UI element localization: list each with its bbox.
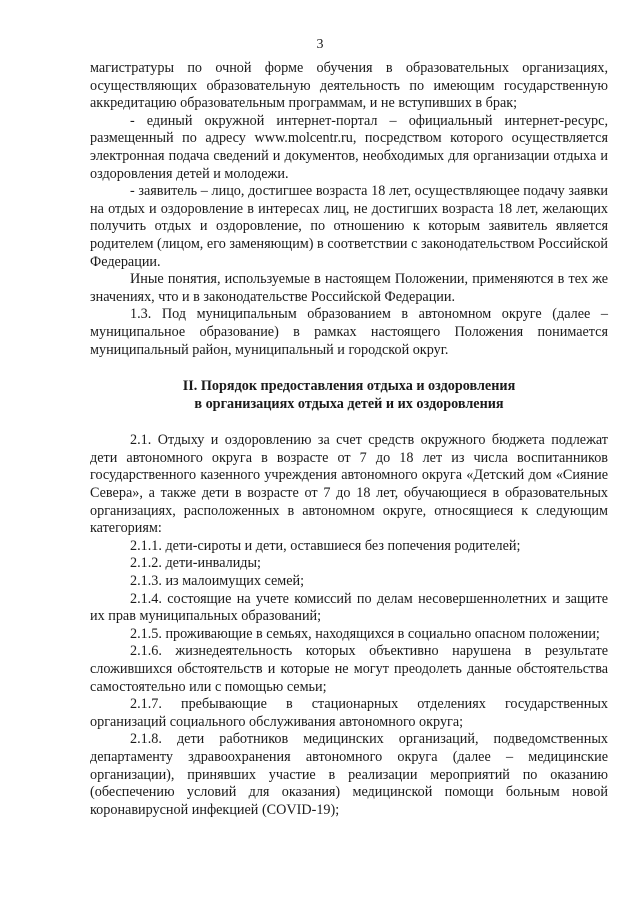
paragraph-portal-definition: - единый окружной интернет-портал – официальный интернет-ресурс, размещенный по адресу www.molcentr.ru, посредством которого осуществляется электронная подача сведений и документов, необходимых для организации отдыха и оздоровления детей и молодежи. (90, 112, 608, 182)
paragraph-2-1-4: 2.1.4. состоящие на учете комиссий по делам несовершеннолетних и защите их прав муниципальных образований; (90, 590, 608, 625)
paragraph-2-1-7: 2.1.7. пребывающие в стационарных отделениях государственных организаций социального обслуживания автономного округа; (90, 696, 608, 730)
paragraph-other-terms: Иные понятия, используемые в настоящем Положении, применяются в тех же значениях, что и в законодательстве Российской Федерации. (90, 271, 608, 305)
paragraph-2-1-5: 2.1.5. проживающие в семьях, находящихся в социально опасном положении; (130, 625, 600, 642)
paragraph-2-1-8: 2.1.8. дети работников медицинских организаций, подведомственных департаменту здравоохранения автономного округа (далее – медицинские организации), принявших участие в реализации мероприятий по оказанию (обеспечению условий для оказания) медицинской помощи больным новой коронавирусной инфекцией (COVID-19); (90, 731, 608, 818)
section-title (90, 378, 608, 413)
page-number: 3 (316, 37, 324, 52)
paragraph-1-3: 1.3. Под муниципальным образованием в автономном округе (далее – муниципальное образование) в рамках настоящего Положения понимается муниципальный район, муниципальный и городской округ. (90, 306, 608, 358)
paragraph-continuation: магистратуры по очной форме обучения в образовательных организациях, осуществляющих образовательную деятельность по имеющим государственную аккредитацию образовательным программам, и не вступивших в брак; (90, 60, 608, 112)
paragraph-2-1-6: 2.1.6. жизнедеятельность которых объективно нарушена в результате сложившихся обстоятельств и которые не могут преодолеть данные обстоятельства самостоятельно или с помощью семьи; (90, 643, 608, 695)
paragraph-2-1-2: 2.1.2. дети-инвалиды; (130, 555, 261, 572)
paragraph-2-1-3: 2.1.3. из малоимущих семей; (130, 573, 305, 590)
document-body (90, 60, 608, 819)
paragraph-2-1-1: 2.1.1. дети-сироты и дети, оставшиеся без попечения родителей; (130, 537, 521, 554)
section-title-line-2: в организациях отдыха детей и их оздоровления (194, 395, 504, 412)
paragraph-applicant-definition: - заявитель – лицо, достигшее возраста 18 лет, осуществляющее подачу заявки на отдых и оздоровление в интересах лиц, не достигших возраста 18 лет, желающих получить отдых и оздоровление, по отношению к которым заявитель является родителем (лицом, его заменяющим) в соответствии с законодательством Российской Федерации. (90, 183, 608, 270)
section-title-line-1: II. Порядок предоставления отдыха и оздоровления (182, 378, 516, 395)
paragraph-2-1: 2.1. Отдыху и оздоровлению за счет средств окружного бюджета подлежат дети автономного округа в возрасте от 7 до 18 лет из числа воспитанников государственного казенного учреждения автономного округа «Детский дом «Сияние Севера», а также дети в возрасте от 7 до 18 лет, обучающиеся в образовательных организациях, расположенных в автономном округе, относящиеся к следующим категориям: (90, 432, 608, 537)
